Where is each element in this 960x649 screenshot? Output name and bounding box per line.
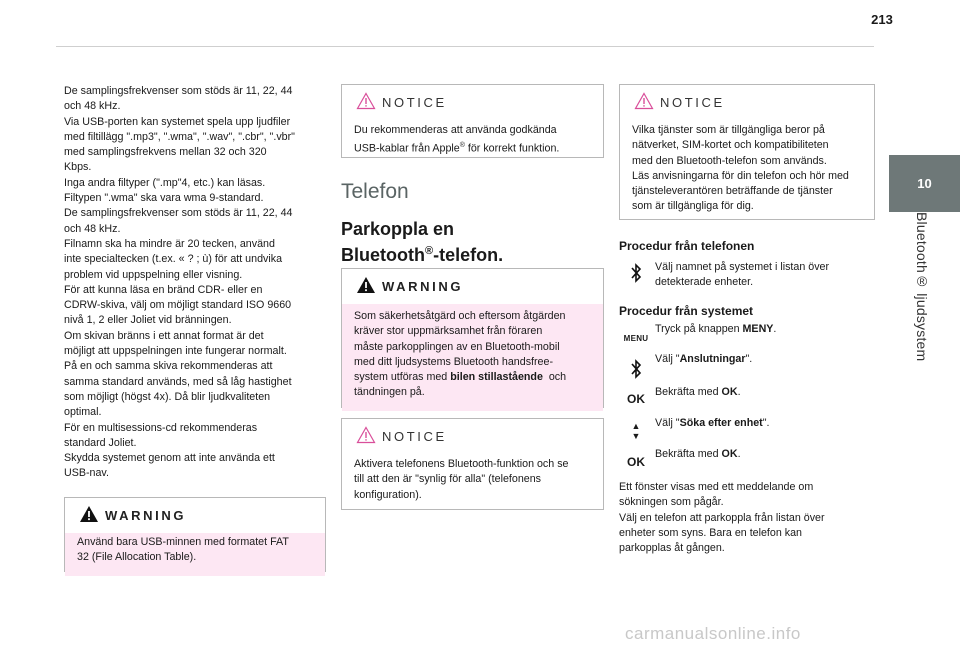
warning-body — [342, 304, 603, 411]
text-line: Inga andra filtyper (".mp"4, etc.) kan läsas. — [64, 176, 266, 189]
text-line: till att den är "synlig för alla" (telefonens — [354, 473, 541, 486]
notice-box-services — [619, 84, 875, 220]
text-line: Aktivera telefonens Bluetooth-funktion och se — [354, 458, 569, 470]
watermark: carmanualsonline.info — [625, 624, 801, 643]
notice-body — [342, 120, 603, 167]
notice-icon — [356, 92, 376, 110]
notice-body — [620, 120, 874, 225]
text-line: Kbps. — [64, 161, 92, 174]
closing-paragraph — [619, 480, 875, 556]
bluetooth-icon — [619, 262, 653, 289]
up-arrow-icon: ▲ — [631, 421, 641, 431]
header-rule — [56, 46, 874, 47]
text-line: Bekräfta med OK. — [655, 386, 741, 398]
warning-header — [342, 269, 603, 304]
menu-button-icon: MENU — [623, 334, 649, 343]
text-line: tjänsteleverantören beträffande de tjänster — [632, 185, 833, 198]
text-line: Välj "Söka efter enhet". — [655, 417, 770, 429]
warning-icon — [356, 276, 376, 294]
text-line: som är tillgängliga för dig. — [632, 200, 754, 213]
text-line: Som säkerhetsåtgärd och eftersom åtgärden — [354, 310, 566, 322]
text-line: nivå 1, 2 eller Joliet vid bränningen. — [64, 314, 232, 327]
step-press-menu — [619, 322, 875, 346]
text-line: Du rekommenderas att använda godkända — [354, 124, 557, 136]
text-line: enheter som syns. Bara en telefon kan — [619, 526, 802, 539]
notice-body — [342, 454, 603, 513]
text-line: inte specialtecken (t.ex. « ? ; ù) för att undvika — [64, 253, 283, 266]
warning-label: WARNING — [382, 279, 464, 294]
text-line: och 48 kHz. — [64, 100, 121, 113]
subsection-title-parkoppla: Parkoppla en Bluetooth®-telefon. — [341, 219, 504, 265]
text-line: På en och samma skiva rekommenderas att — [64, 360, 273, 373]
warning-label: WARNING — [105, 508, 187, 523]
text-line: Välj namnet på systemet i listan över — [655, 261, 830, 273]
text-line: Filtypen ".wma" ska vara wma 9-standard. — [64, 192, 264, 205]
text-line: Vilka tjänster som är tillgängliga beror på — [632, 124, 825, 136]
text-line: Via USB-porten kan systemet spela upp ljudfiler — [64, 115, 291, 128]
up-down-arrows-icon — [619, 421, 653, 441]
ok-button-icon: OK — [627, 455, 645, 469]
notice-label: NOTICE — [382, 429, 447, 444]
col1-paragraph — [64, 84, 326, 482]
text-line: konfiguration). — [354, 488, 422, 501]
text-line: måste parkopplingen av en Bluetooth-mobil — [354, 340, 560, 353]
chapter-title-container — [889, 212, 960, 472]
text-line: tändningen på. — [354, 386, 425, 399]
step-phone-select — [619, 258, 875, 290]
text-line: Skydda systemet genom att inte använda ett — [64, 452, 275, 465]
col2-warning-box — [341, 268, 604, 408]
text-line: USB-nav. — [64, 467, 109, 480]
text-line: Bekräfta med OK. — [655, 448, 741, 460]
warning-body — [65, 533, 325, 576]
text-line: kräver stor uppmärksamhet från föraren — [354, 325, 543, 338]
step-search-device — [619, 416, 875, 444]
text-line: CDRW-skiva, välj om möjligt standard ISO 9660 — [64, 299, 292, 312]
text-line: För att kunna läsa en bränd CDR- eller en — [64, 283, 263, 296]
ok-button-icon: OK — [627, 392, 645, 406]
text-line: Filnamn ska ha mindre är 20 tecken, använd — [64, 237, 275, 250]
text-line: Välj "Anslutningar". — [655, 353, 753, 365]
notice-header — [342, 85, 603, 120]
chapter-tab[interactable]: 10 — [889, 155, 960, 212]
notice-label: NOTICE — [660, 95, 725, 110]
text-line: De samplingsfrekvenser som stöds är 11, 22, 44 — [64, 85, 293, 97]
bluetooth-icon — [619, 358, 653, 385]
text-line: med den Bluetooth-telefon som används. — [632, 154, 827, 167]
notice-label: NOTICE — [382, 95, 447, 110]
text-line: optimal. — [64, 406, 102, 419]
down-arrow-icon: ▼ — [631, 431, 641, 441]
text-line: parkopplas åt gången. — [619, 542, 725, 555]
text-line: Använd bara USB-minnen med formatet FAT — [77, 536, 289, 548]
text-line: med samplingsfrekvens mellan 32 och 320 — [64, 146, 267, 159]
col1-warning-box — [64, 497, 326, 572]
text-line: detekterade enheter. — [655, 276, 754, 289]
chapter-title: Bluetooth® ljudsystem — [914, 212, 930, 362]
text-line: problem vid uppspelning eller visning. — [64, 268, 243, 281]
step-confirm-ok-1 — [619, 385, 875, 409]
subhead-procedure-system: Procedur från systemet — [619, 304, 754, 318]
text-line: För en multisessions-cd rekommenderas — [64, 421, 258, 434]
step-select-connections — [619, 352, 875, 382]
section-title-telefon: Telefon — [341, 180, 409, 203]
text-line: som möjligt (högst 4x). Då blir ljudkvaliteten — [64, 390, 271, 403]
text-line: sökningen som pågår. — [619, 496, 724, 509]
text-line: Läs anvisningarna för din telefon och hör med — [632, 169, 849, 182]
notice-icon — [356, 426, 376, 444]
text-line: system utföras med bilen stillastående och — [354, 371, 567, 384]
notice-box-bluetooth — [341, 418, 604, 510]
text-line: samma standard används, med så låg hastighet — [64, 375, 292, 388]
text-line: möjligt att uppspelningen inte fungerar normalt. — [64, 345, 287, 358]
text-line: USB-kablar från Apple® för korrekt funktion. — [354, 142, 560, 155]
text-line: och 48 kHz. — [64, 222, 121, 235]
text-line: Tryck på knappen MENY. — [655, 323, 777, 335]
text-line: med ditt ljudsystems Bluetooth handsfree- — [354, 355, 554, 368]
text-line: De samplingsfrekvenser som stöds är 11, 22, 44 — [64, 207, 293, 220]
notice-header — [620, 85, 874, 120]
page-number: 213 — [871, 12, 893, 27]
text-line: med filtillägg ".mp3", ".wma", ".wav", ".cbr", ".vbr" — [64, 130, 295, 143]
warning-icon — [79, 505, 99, 523]
text-line: 32 (File Allocation Table). — [77, 551, 197, 564]
warning-header — [65, 498, 325, 533]
step-confirm-ok-2 — [619, 447, 875, 471]
text-line: Välj en telefon att parkoppla från listan över — [619, 511, 825, 524]
subhead-procedure-phone: Procedur från telefonen — [619, 239, 755, 253]
text-line: standard Joliet. — [64, 436, 137, 449]
text-line: nätverket, SIM-kortet och kompatibiliteten — [632, 139, 829, 152]
text-line: Ett fönster visas med ett meddelande om — [619, 481, 814, 493]
text-line: Om skivan bränns i ett annat format är det — [64, 329, 264, 342]
notice-icon — [634, 92, 654, 110]
notice-header — [342, 419, 603, 454]
notice-box-apple — [341, 84, 604, 158]
